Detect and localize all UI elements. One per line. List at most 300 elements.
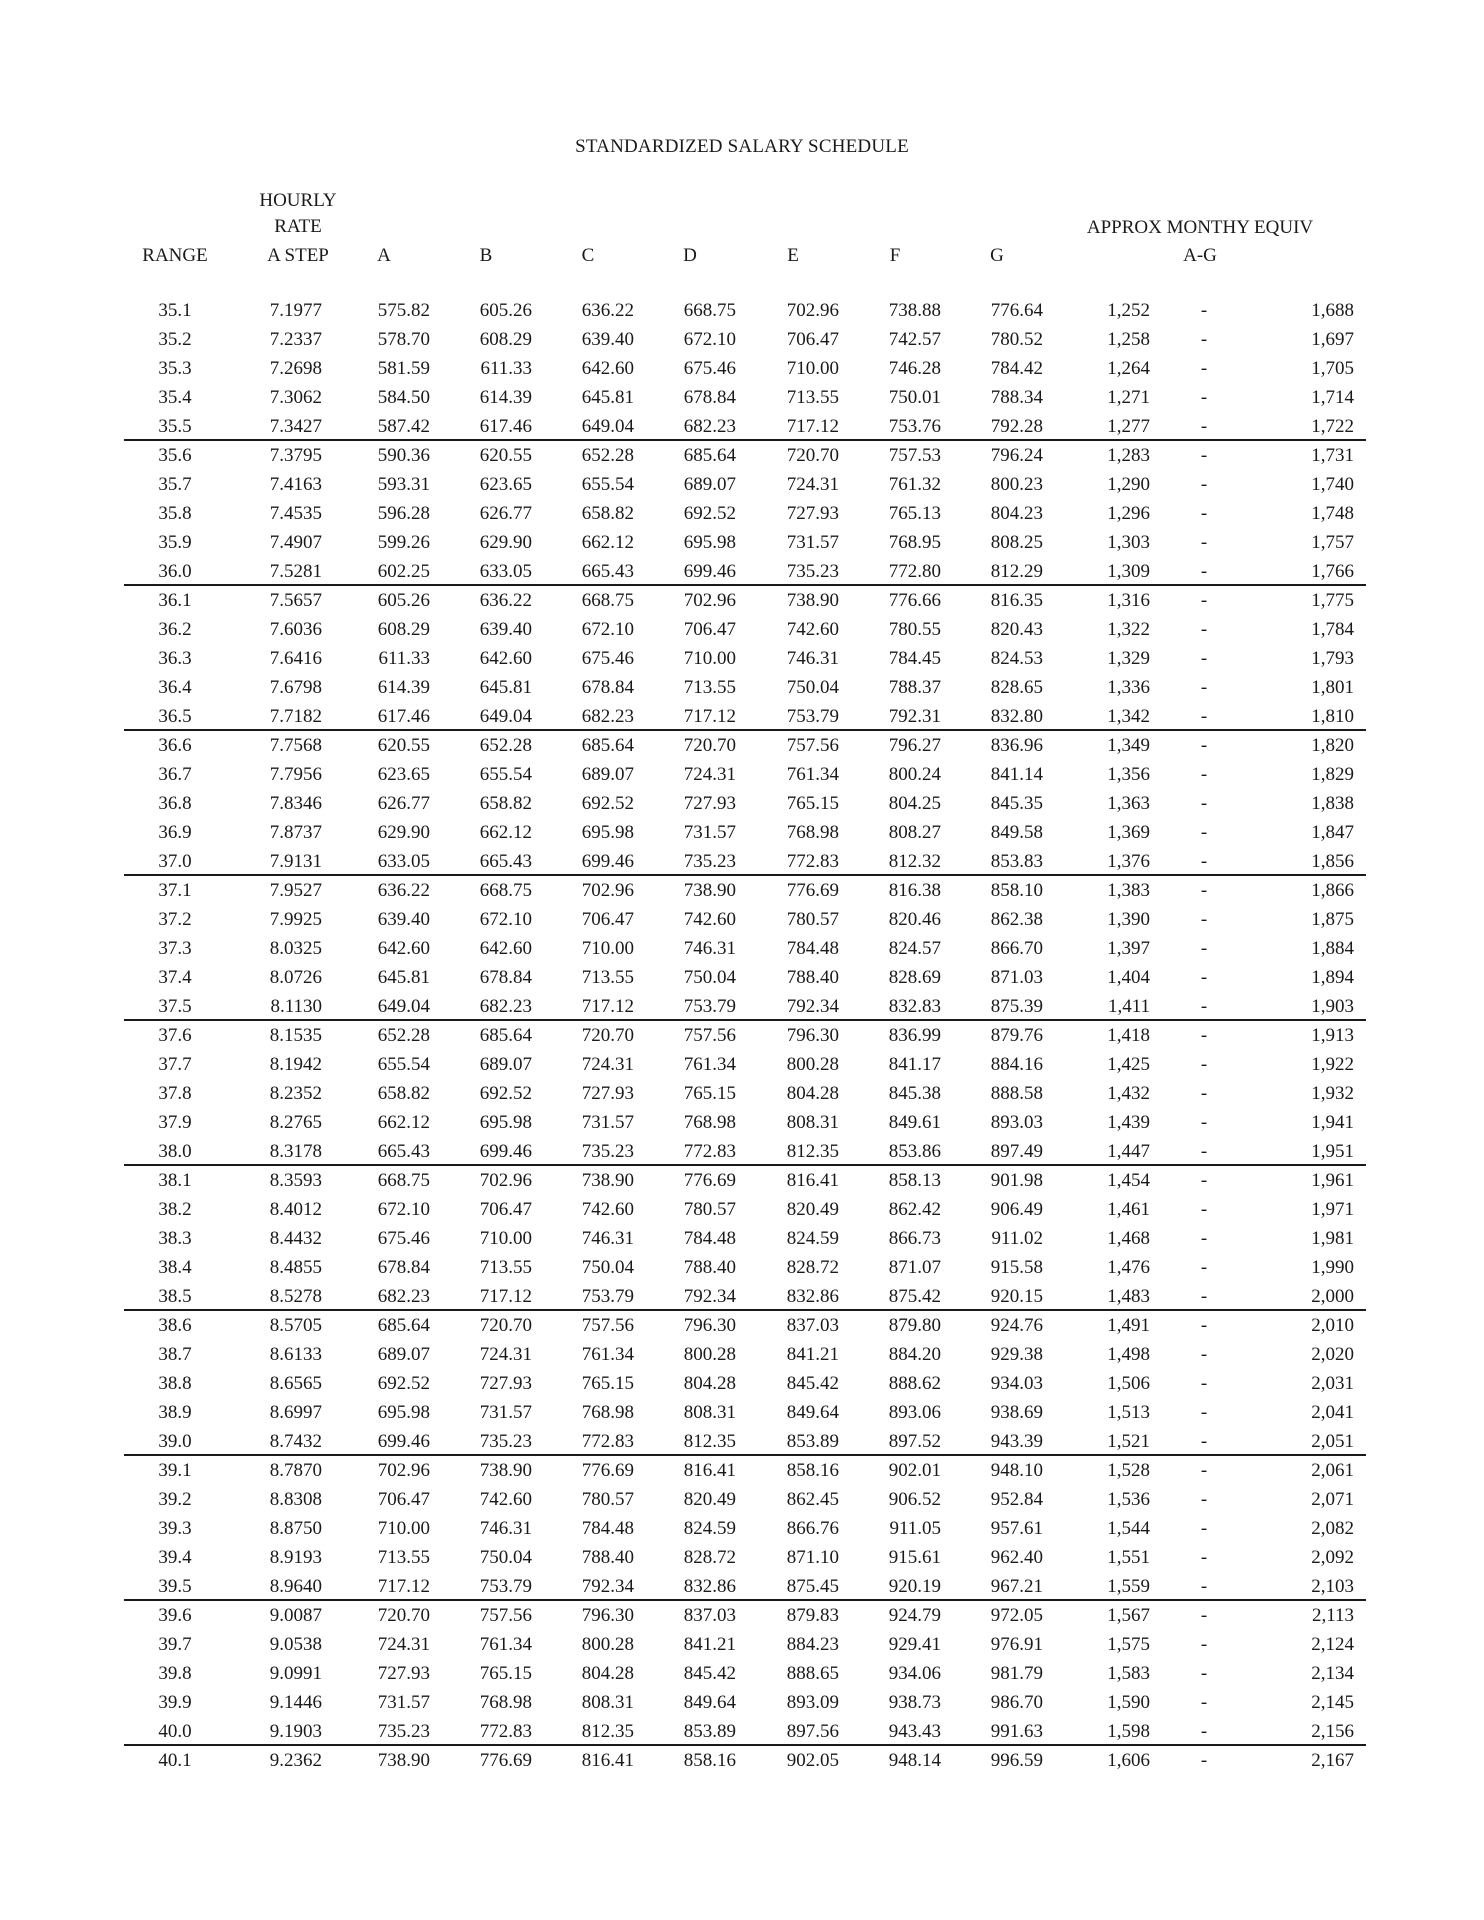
cell-range: 37.5: [158, 996, 192, 1017]
cell-step-a: 685.64: [377, 1315, 430, 1336]
cell-dash: -: [1200, 1663, 1208, 1684]
cell-monthly-min: 1,296: [1107, 503, 1150, 524]
cell-step-b: 765.15: [479, 1663, 532, 1684]
cell-step-e: 862.45: [786, 1489, 839, 1510]
cell-monthly-max: 2,092: [1311, 1547, 1354, 1568]
cell-step-c: 800.28: [581, 1634, 634, 1655]
cell-step-d: 668.75: [683, 300, 736, 321]
table-row: [0, 412, 1484, 441]
table-row: [0, 1601, 1484, 1630]
cell-monthly-min: 1,483: [1107, 1286, 1150, 1307]
cell-step-g: 792.28: [990, 416, 1043, 437]
cell-monthly-min: 1,303: [1107, 532, 1150, 553]
cell-step-e: 816.41: [786, 1170, 839, 1191]
cell-monthly-max: 1,810: [1311, 706, 1354, 727]
cell-step-g: 962.40: [990, 1547, 1043, 1568]
cell-hourly: 7.2698: [269, 358, 322, 379]
cell-dash: -: [1200, 474, 1208, 495]
cell-hourly: 7.7568: [269, 735, 322, 756]
table-row: [0, 1340, 1484, 1369]
cell-monthly-max: 2,082: [1311, 1518, 1354, 1539]
cell-dash: -: [1200, 329, 1208, 350]
cell-step-g: 991.63: [990, 1721, 1043, 1742]
cell-step-b: 735.23: [479, 1431, 532, 1452]
cell-range: 39.1: [158, 1460, 192, 1481]
cell-dash: -: [1200, 1257, 1208, 1278]
cell-step-a: 581.59: [377, 358, 430, 379]
cell-monthly-max: 1,731: [1311, 445, 1354, 466]
cell-step-c: 675.46: [581, 648, 634, 669]
cell-dash: -: [1200, 1460, 1208, 1481]
cell-step-g: 845.35: [990, 793, 1043, 814]
cell-monthly-max: 1,856: [1311, 851, 1354, 872]
cell-monthly-min: 1,277: [1107, 416, 1150, 437]
cell-step-g: 967.21: [990, 1576, 1043, 1597]
cell-step-b: 608.29: [479, 329, 532, 350]
cell-step-g: 796.24: [990, 445, 1043, 466]
cell-dash: -: [1200, 1315, 1208, 1336]
cell-step-g: 906.49: [990, 1199, 1043, 1220]
cell-hourly: 7.6036: [269, 619, 322, 640]
cell-step-f: 757.53: [888, 445, 941, 466]
cell-step-b: 665.43: [479, 851, 532, 872]
cell-step-f: 943.43: [888, 1721, 941, 1742]
cell-step-g: 888.58: [990, 1083, 1043, 1104]
cell-step-d: 731.57: [683, 822, 736, 843]
cell-step-e: 849.64: [786, 1402, 839, 1423]
cell-range: 38.8: [158, 1373, 192, 1394]
table-row: [0, 1166, 1484, 1195]
cell-step-c: 699.46: [581, 851, 634, 872]
cell-monthly-min: 1,363: [1107, 793, 1150, 814]
cell-step-e: 750.04: [786, 677, 839, 698]
cell-monthly-min: 1,536: [1107, 1489, 1150, 1510]
cell-monthly-min: 1,461: [1107, 1199, 1150, 1220]
cell-monthly-min: 1,329: [1107, 648, 1150, 669]
cell-step-d: 841.21: [683, 1634, 736, 1655]
cell-range: 38.5: [158, 1286, 192, 1307]
cell-monthly-max: 1,932: [1311, 1083, 1354, 1104]
cell-range: 37.9: [158, 1112, 192, 1133]
cell-step-a: 639.40: [377, 909, 430, 930]
table-row: [0, 1456, 1484, 1485]
cell-hourly: 8.3593: [269, 1170, 322, 1191]
table-row: [0, 789, 1484, 818]
table-row: [0, 586, 1484, 615]
cell-range: 36.6: [158, 735, 192, 756]
cell-range: 35.7: [158, 474, 192, 495]
cell-step-d: 820.49: [683, 1489, 736, 1510]
cell-step-g: 897.49: [990, 1141, 1043, 1162]
cell-dash: -: [1200, 300, 1208, 321]
cell-step-c: 720.70: [581, 1025, 634, 1046]
cell-hourly: 8.9640: [269, 1576, 322, 1597]
cell-monthly-min: 1,590: [1107, 1692, 1150, 1713]
cell-hourly: 8.4432: [269, 1228, 322, 1249]
cell-step-g: 824.53: [990, 648, 1043, 669]
cell-step-b: 750.04: [479, 1547, 532, 1568]
cell-step-g: 828.65: [990, 677, 1043, 698]
cell-step-b: 642.60: [479, 648, 532, 669]
cell-monthly-max: 1,971: [1311, 1199, 1354, 1220]
cell-step-e: 768.98: [786, 822, 839, 843]
cell-step-e: 800.28: [786, 1054, 839, 1075]
cell-step-f: 915.61: [888, 1547, 941, 1568]
cell-range: 35.6: [158, 445, 192, 466]
cell-monthly-min: 1,290: [1107, 474, 1150, 495]
table-row: [0, 1021, 1484, 1050]
cell-hourly: 7.3795: [269, 445, 322, 466]
cell-step-d: 858.16: [683, 1750, 736, 1771]
table-row: [0, 731, 1484, 760]
cell-monthly-max: 2,071: [1311, 1489, 1354, 1510]
cell-step-g: 832.80: [990, 706, 1043, 727]
table-row: [0, 760, 1484, 789]
cell-step-e: 812.35: [786, 1141, 839, 1162]
cell-step-b: 652.28: [479, 735, 532, 756]
cell-monthly-max: 1,801: [1311, 677, 1354, 698]
cell-step-f: 772.80: [888, 561, 941, 582]
table-row: [0, 470, 1484, 499]
cell-step-b: 776.69: [479, 1750, 532, 1771]
cell-step-c: 724.31: [581, 1054, 634, 1075]
cell-step-a: 584.50: [377, 387, 430, 408]
cell-step-c: 784.48: [581, 1518, 634, 1539]
cell-step-e: 841.21: [786, 1344, 839, 1365]
cell-hourly: 7.9527: [269, 880, 322, 901]
cell-hourly: 7.5281: [269, 561, 322, 582]
cell-step-b: 620.55: [479, 445, 532, 466]
cell-step-c: 808.31: [581, 1692, 634, 1713]
cell-monthly-min: 1,567: [1107, 1605, 1150, 1626]
table-row: [0, 1659, 1484, 1688]
cell-dash: -: [1200, 1431, 1208, 1452]
cell-step-e: 753.79: [786, 706, 839, 727]
cell-step-g: 952.84: [990, 1489, 1043, 1510]
cell-monthly-min: 1,322: [1107, 619, 1150, 640]
header-step-e: E: [787, 245, 799, 266]
cell-dash: -: [1200, 416, 1208, 437]
cell-step-d: 792.34: [683, 1286, 736, 1307]
cell-step-a: 662.12: [377, 1112, 430, 1133]
cell-monthly-max: 1,714: [1311, 387, 1354, 408]
cell-step-e: 853.89: [786, 1431, 839, 1452]
cell-hourly: 7.2337: [269, 329, 322, 350]
cell-step-e: 742.60: [786, 619, 839, 640]
cell-step-d: 788.40: [683, 1257, 736, 1278]
cell-range: 38.4: [158, 1257, 192, 1278]
cell-hourly: 8.5278: [269, 1286, 322, 1307]
cell-step-e: 871.10: [786, 1547, 839, 1568]
cell-step-d: 672.10: [683, 329, 736, 350]
cell-step-e: 893.09: [786, 1692, 839, 1713]
cell-step-d: 724.31: [683, 764, 736, 785]
cell-step-d: 699.46: [683, 561, 736, 582]
cell-step-c: 642.60: [581, 358, 634, 379]
cell-step-a: 636.22: [377, 880, 430, 901]
cell-step-a: 682.23: [377, 1286, 430, 1307]
cell-step-a: 675.46: [377, 1228, 430, 1249]
cell-step-a: 575.82: [377, 300, 430, 321]
cell-step-b: 724.31: [479, 1344, 532, 1365]
cell-step-b: 629.90: [479, 532, 532, 553]
cell-step-g: 981.79: [990, 1663, 1043, 1684]
cell-hourly: 8.4855: [269, 1257, 322, 1278]
cell-step-d: 675.46: [683, 358, 736, 379]
cell-step-f: 888.62: [888, 1373, 941, 1394]
cell-range: 38.3: [158, 1228, 192, 1249]
cell-step-a: 596.28: [377, 503, 430, 524]
table-row: [0, 702, 1484, 731]
cell-step-b: 678.84: [479, 967, 532, 988]
cell-monthly-min: 1,559: [1107, 1576, 1150, 1597]
cell-step-b: 623.65: [479, 474, 532, 495]
cell-range: 36.3: [158, 648, 192, 669]
cell-monthly-max: 1,705: [1311, 358, 1354, 379]
cell-step-f: 893.06: [888, 1402, 941, 1423]
cell-step-a: 587.42: [377, 416, 430, 437]
cell-monthly-min: 1,476: [1107, 1257, 1150, 1278]
cell-dash: -: [1200, 822, 1208, 843]
cell-dash: -: [1200, 561, 1208, 582]
cell-step-g: 911.02: [991, 1228, 1043, 1249]
cell-step-b: 642.60: [479, 938, 532, 959]
cell-step-e: 837.03: [786, 1315, 839, 1336]
table-row: [0, 1398, 1484, 1427]
cell-range: 35.4: [158, 387, 192, 408]
cell-hourly: 8.5705: [269, 1315, 322, 1336]
cell-monthly-min: 1,271: [1107, 387, 1150, 408]
cell-monthly-max: 1,961: [1311, 1170, 1354, 1191]
cell-step-f: 820.46: [888, 909, 941, 930]
cell-monthly-max: 2,113: [1311, 1605, 1354, 1626]
cell-range: 35.5: [158, 416, 192, 437]
cell-step-e: 845.42: [786, 1373, 839, 1394]
cell-monthly-min: 1,491: [1107, 1315, 1150, 1336]
cell-range: 36.0: [158, 561, 192, 582]
cell-step-d: 761.34: [683, 1054, 736, 1075]
cell-range: 36.7: [158, 764, 192, 785]
cell-dash: -: [1200, 1286, 1208, 1307]
cell-step-g: 929.38: [990, 1344, 1043, 1365]
table-row: [0, 1108, 1484, 1137]
cell-step-f: 761.32: [888, 474, 941, 495]
header-hourly-line3: A STEP: [267, 245, 329, 266]
cell-step-b: 689.07: [479, 1054, 532, 1075]
cell-step-c: 645.81: [581, 387, 634, 408]
cell-dash: -: [1200, 851, 1208, 872]
cell-monthly-min: 1,411: [1107, 996, 1150, 1017]
table-row: [0, 528, 1484, 557]
cell-step-e: 727.93: [786, 503, 839, 524]
cell-step-d: 713.55: [683, 677, 736, 698]
cell-step-e: 866.76: [786, 1518, 839, 1539]
cell-step-c: 665.43: [581, 561, 634, 582]
cell-step-f: 902.01: [888, 1460, 941, 1481]
cell-step-c: 710.00: [581, 938, 634, 959]
cell-step-b: 761.34: [479, 1634, 532, 1655]
cell-step-d: 796.30: [683, 1315, 736, 1336]
cell-step-d: 738.90: [683, 880, 736, 901]
cell-range: 38.1: [158, 1170, 192, 1191]
cell-monthly-max: 2,010: [1311, 1315, 1354, 1336]
cell-step-d: 702.96: [683, 590, 736, 611]
cell-step-a: 602.25: [377, 561, 430, 582]
cell-monthly-max: 2,000: [1311, 1286, 1354, 1307]
cell-monthly-min: 1,513: [1107, 1402, 1150, 1423]
cell-monthly-max: 2,061: [1311, 1460, 1354, 1481]
cell-monthly-min: 1,551: [1107, 1547, 1150, 1568]
cell-monthly-min: 1,544: [1107, 1518, 1150, 1539]
cell-monthly-max: 1,722: [1311, 416, 1354, 437]
header-step-d: D: [683, 245, 697, 266]
cell-dash: -: [1200, 1170, 1208, 1191]
cell-step-c: 816.41: [581, 1750, 634, 1771]
cell-step-b: 713.55: [479, 1257, 532, 1278]
table-row: [0, 1369, 1484, 1398]
cell-step-a: 735.23: [377, 1721, 430, 1742]
cell-monthly-min: 1,468: [1107, 1228, 1150, 1249]
cell-monthly-max: 1,922: [1311, 1054, 1354, 1075]
cell-step-c: 685.64: [581, 735, 634, 756]
cell-step-f: 784.45: [888, 648, 941, 669]
header-step-f: F: [889, 245, 901, 266]
cell-step-b: 738.90: [479, 1460, 532, 1481]
cell-step-f: 788.37: [888, 677, 941, 698]
cell-step-b: 649.04: [479, 706, 532, 727]
cell-monthly-max: 1,981: [1311, 1228, 1354, 1249]
cell-step-c: 776.69: [581, 1460, 634, 1481]
cell-hourly: 8.1130: [270, 996, 322, 1017]
cell-hourly: 7.3427: [269, 416, 322, 437]
cell-range: 38.6: [158, 1315, 192, 1336]
cell-range: 35.2: [158, 329, 192, 350]
cell-monthly-max: 2,041: [1311, 1402, 1354, 1423]
cell-step-a: 713.55: [377, 1547, 430, 1568]
cell-range: 38.9: [158, 1402, 192, 1423]
cell-step-d: 832.86: [683, 1576, 736, 1597]
cell-range: 37.0: [158, 851, 192, 872]
table-row: [0, 818, 1484, 847]
cell-step-a: 699.46: [377, 1431, 430, 1452]
cell-step-d: 776.69: [683, 1170, 736, 1191]
cell-dash: -: [1200, 1518, 1208, 1539]
cell-step-g: 776.64: [990, 300, 1043, 321]
cell-monthly-min: 1,498: [1107, 1344, 1150, 1365]
cell-monthly-max: 2,145: [1311, 1692, 1354, 1713]
cell-step-e: 858.16: [786, 1460, 839, 1481]
cell-monthly-min: 1,349: [1107, 735, 1150, 756]
cell-dash: -: [1200, 1199, 1208, 1220]
cell-step-b: 658.82: [479, 793, 532, 814]
cell-step-e: 884.23: [786, 1634, 839, 1655]
cell-step-b: 605.26: [479, 300, 532, 321]
cell-step-b: 626.77: [479, 503, 532, 524]
cell-monthly-max: 1,740: [1311, 474, 1354, 495]
cell-step-d: 706.47: [683, 619, 736, 640]
cell-hourly: 8.4012: [269, 1199, 322, 1220]
cell-monthly-max: 1,875: [1311, 909, 1354, 930]
table-row: [0, 1195, 1484, 1224]
cell-step-f: 934.06: [888, 1663, 941, 1684]
cell-step-a: 611.33: [378, 648, 430, 669]
cell-step-c: 672.10: [581, 619, 634, 640]
cell-step-a: 652.28: [377, 1025, 430, 1046]
cell-step-f: 866.73: [888, 1228, 941, 1249]
cell-step-d: 727.93: [683, 793, 736, 814]
cell-step-b: 742.60: [479, 1489, 532, 1510]
cell-step-d: 812.35: [683, 1431, 736, 1452]
cell-step-e: 875.45: [786, 1576, 839, 1597]
cell-step-e: 820.49: [786, 1199, 839, 1220]
cell-monthly-max: 1,941: [1311, 1112, 1354, 1133]
cell-step-d: 784.48: [683, 1228, 736, 1249]
cell-step-e: 761.34: [786, 764, 839, 785]
cell-dash: -: [1200, 706, 1208, 727]
cell-dash: -: [1200, 1373, 1208, 1394]
cell-step-g: 875.39: [990, 996, 1043, 1017]
header-step-c: C: [581, 245, 595, 266]
cell-step-a: 678.84: [377, 1257, 430, 1278]
table-row: [0, 441, 1484, 470]
cell-step-e: 706.47: [786, 329, 839, 350]
cell-step-b: 636.22: [479, 590, 532, 611]
cell-step-b: 757.56: [479, 1605, 532, 1626]
cell-step-c: 804.28: [581, 1663, 634, 1684]
cell-step-g: 804.23: [990, 503, 1043, 524]
cell-step-b: 695.98: [479, 1112, 532, 1133]
cell-hourly: 8.2765: [269, 1112, 322, 1133]
cell-monthly-min: 1,521: [1107, 1431, 1150, 1452]
table-row: [0, 673, 1484, 702]
cell-step-c: 655.54: [581, 474, 634, 495]
cell-hourly: 7.4907: [269, 532, 322, 553]
cell-range: 38.2: [158, 1199, 192, 1220]
cell-monthly-min: 1,418: [1107, 1025, 1150, 1046]
cell-dash: -: [1200, 677, 1208, 698]
cell-hourly: 7.4163: [269, 474, 322, 495]
cell-step-e: 717.12: [786, 416, 839, 437]
cell-step-e: 713.55: [786, 387, 839, 408]
cell-step-e: 828.72: [786, 1257, 839, 1278]
cell-range: 39.6: [158, 1605, 192, 1626]
cell-step-c: 757.56: [581, 1315, 634, 1336]
cell-step-d: 757.56: [683, 1025, 736, 1046]
cell-monthly-max: 1,820: [1311, 735, 1354, 756]
table-row: [0, 644, 1484, 673]
cell-monthly-max: 1,793: [1311, 648, 1354, 669]
cell-range: 40.0: [158, 1721, 192, 1742]
table-row: [0, 499, 1484, 528]
cell-dash: -: [1200, 996, 1208, 1017]
cell-range: 37.2: [158, 909, 192, 930]
cell-step-b: 682.23: [479, 996, 532, 1017]
cell-step-c: 738.90: [581, 1170, 634, 1191]
cell-step-d: 735.23: [683, 851, 736, 872]
cell-monthly-max: 2,124: [1311, 1634, 1354, 1655]
cell-step-a: 665.43: [377, 1141, 430, 1162]
cell-step-f: 929.41: [888, 1634, 941, 1655]
cell-hourly: 7.8346: [269, 793, 322, 814]
cell-step-b: 727.93: [479, 1373, 532, 1394]
header-approx-monthly: APPROX MONTHY EQUIV: [1086, 217, 1314, 238]
cell-step-d: 742.60: [683, 909, 736, 930]
cell-step-d: 800.28: [683, 1344, 736, 1365]
cell-monthly-max: 2,031: [1311, 1373, 1354, 1394]
cell-step-e: 724.31: [786, 474, 839, 495]
cell-step-a: 695.98: [377, 1402, 430, 1423]
table-row: [0, 1050, 1484, 1079]
